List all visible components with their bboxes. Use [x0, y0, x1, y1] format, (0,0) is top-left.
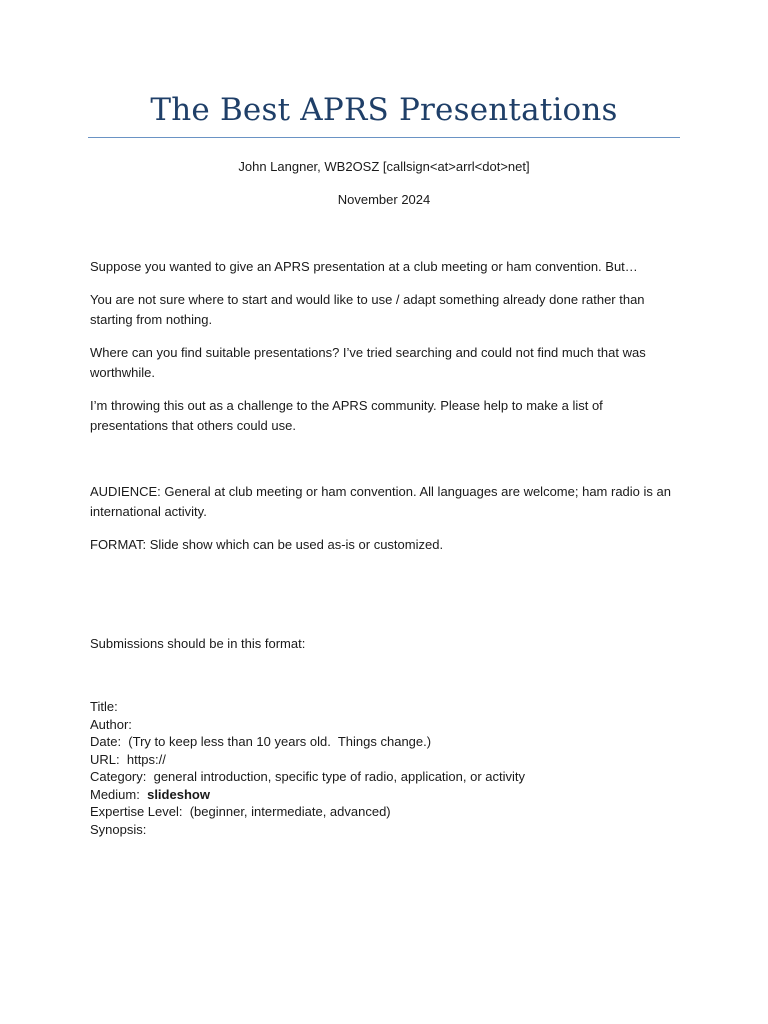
form-label-expertise: Expertise Level: — [90, 804, 183, 819]
paragraph-audience: AUDIENCE: General at club meeting or ham convention. All languages are welcome; ham radio is an international activity. — [90, 484, 671, 519]
form-label-category: Category: — [90, 769, 147, 784]
title-underline-divider — [88, 137, 680, 138]
form-label-title: Title: — [90, 699, 118, 714]
form-label-synopsis: Synopsis: — [90, 821, 147, 837]
form-field-category — [90, 768, 680, 786]
form-field-synopsis — [90, 821, 680, 839]
form-field-author — [90, 716, 680, 734]
form-label-author: Author: — [90, 716, 132, 732]
paragraph-intro: Suppose you wanted to give an APRS presentation at a club meeting or ham convention. But… — [90, 259, 638, 274]
paragraph-not-sure: You are not sure where to start and would like to use / adapt something already done rather than starting from nothing. — [90, 292, 645, 327]
submission-form-template — [90, 698, 680, 838]
form-field-title — [90, 698, 680, 716]
form-value-category: general introduction, specific type of radio, application, or activity — [146, 769, 526, 784]
author-line: John Langner, WB2OSZ [callsign<at>arrl<dot>net] — [238, 159, 530, 174]
form-field-expertise — [90, 803, 680, 821]
document-title: The Best APRS Presentations — [150, 92, 618, 128]
form-value-url: https:// — [119, 751, 166, 767]
paragraph-challenge: I’m throwing this out as a challenge to the APRS community. Please help to make a list of presentations that others could use. — [90, 398, 603, 433]
paragraph-format: FORMAT: Slide show which can be used as-is or customized. — [90, 537, 444, 552]
form-label-date: Date: — [90, 734, 122, 749]
paragraph-where: Where can you find suitable presentations? I’ve tried searching and could not find much that was worthwhile. — [90, 345, 646, 380]
form-label-url: URL: — [90, 751, 120, 767]
form-hint-date: (Try to keep less than 10 years old. Things change.) — [121, 734, 432, 749]
form-value-expertise: (beginner, intermediate, advanced) — [182, 804, 391, 819]
paragraph-submissions: Submissions should be in this format: — [90, 636, 306, 651]
form-label-medium: Medium: — [90, 786, 140, 802]
form-value-medium: slideshow — [147, 786, 210, 802]
date-line: November 2024 — [337, 192, 431, 207]
form-field-medium — [90, 786, 680, 804]
form-field-url — [90, 751, 680, 769]
form-field-date — [90, 733, 680, 751]
